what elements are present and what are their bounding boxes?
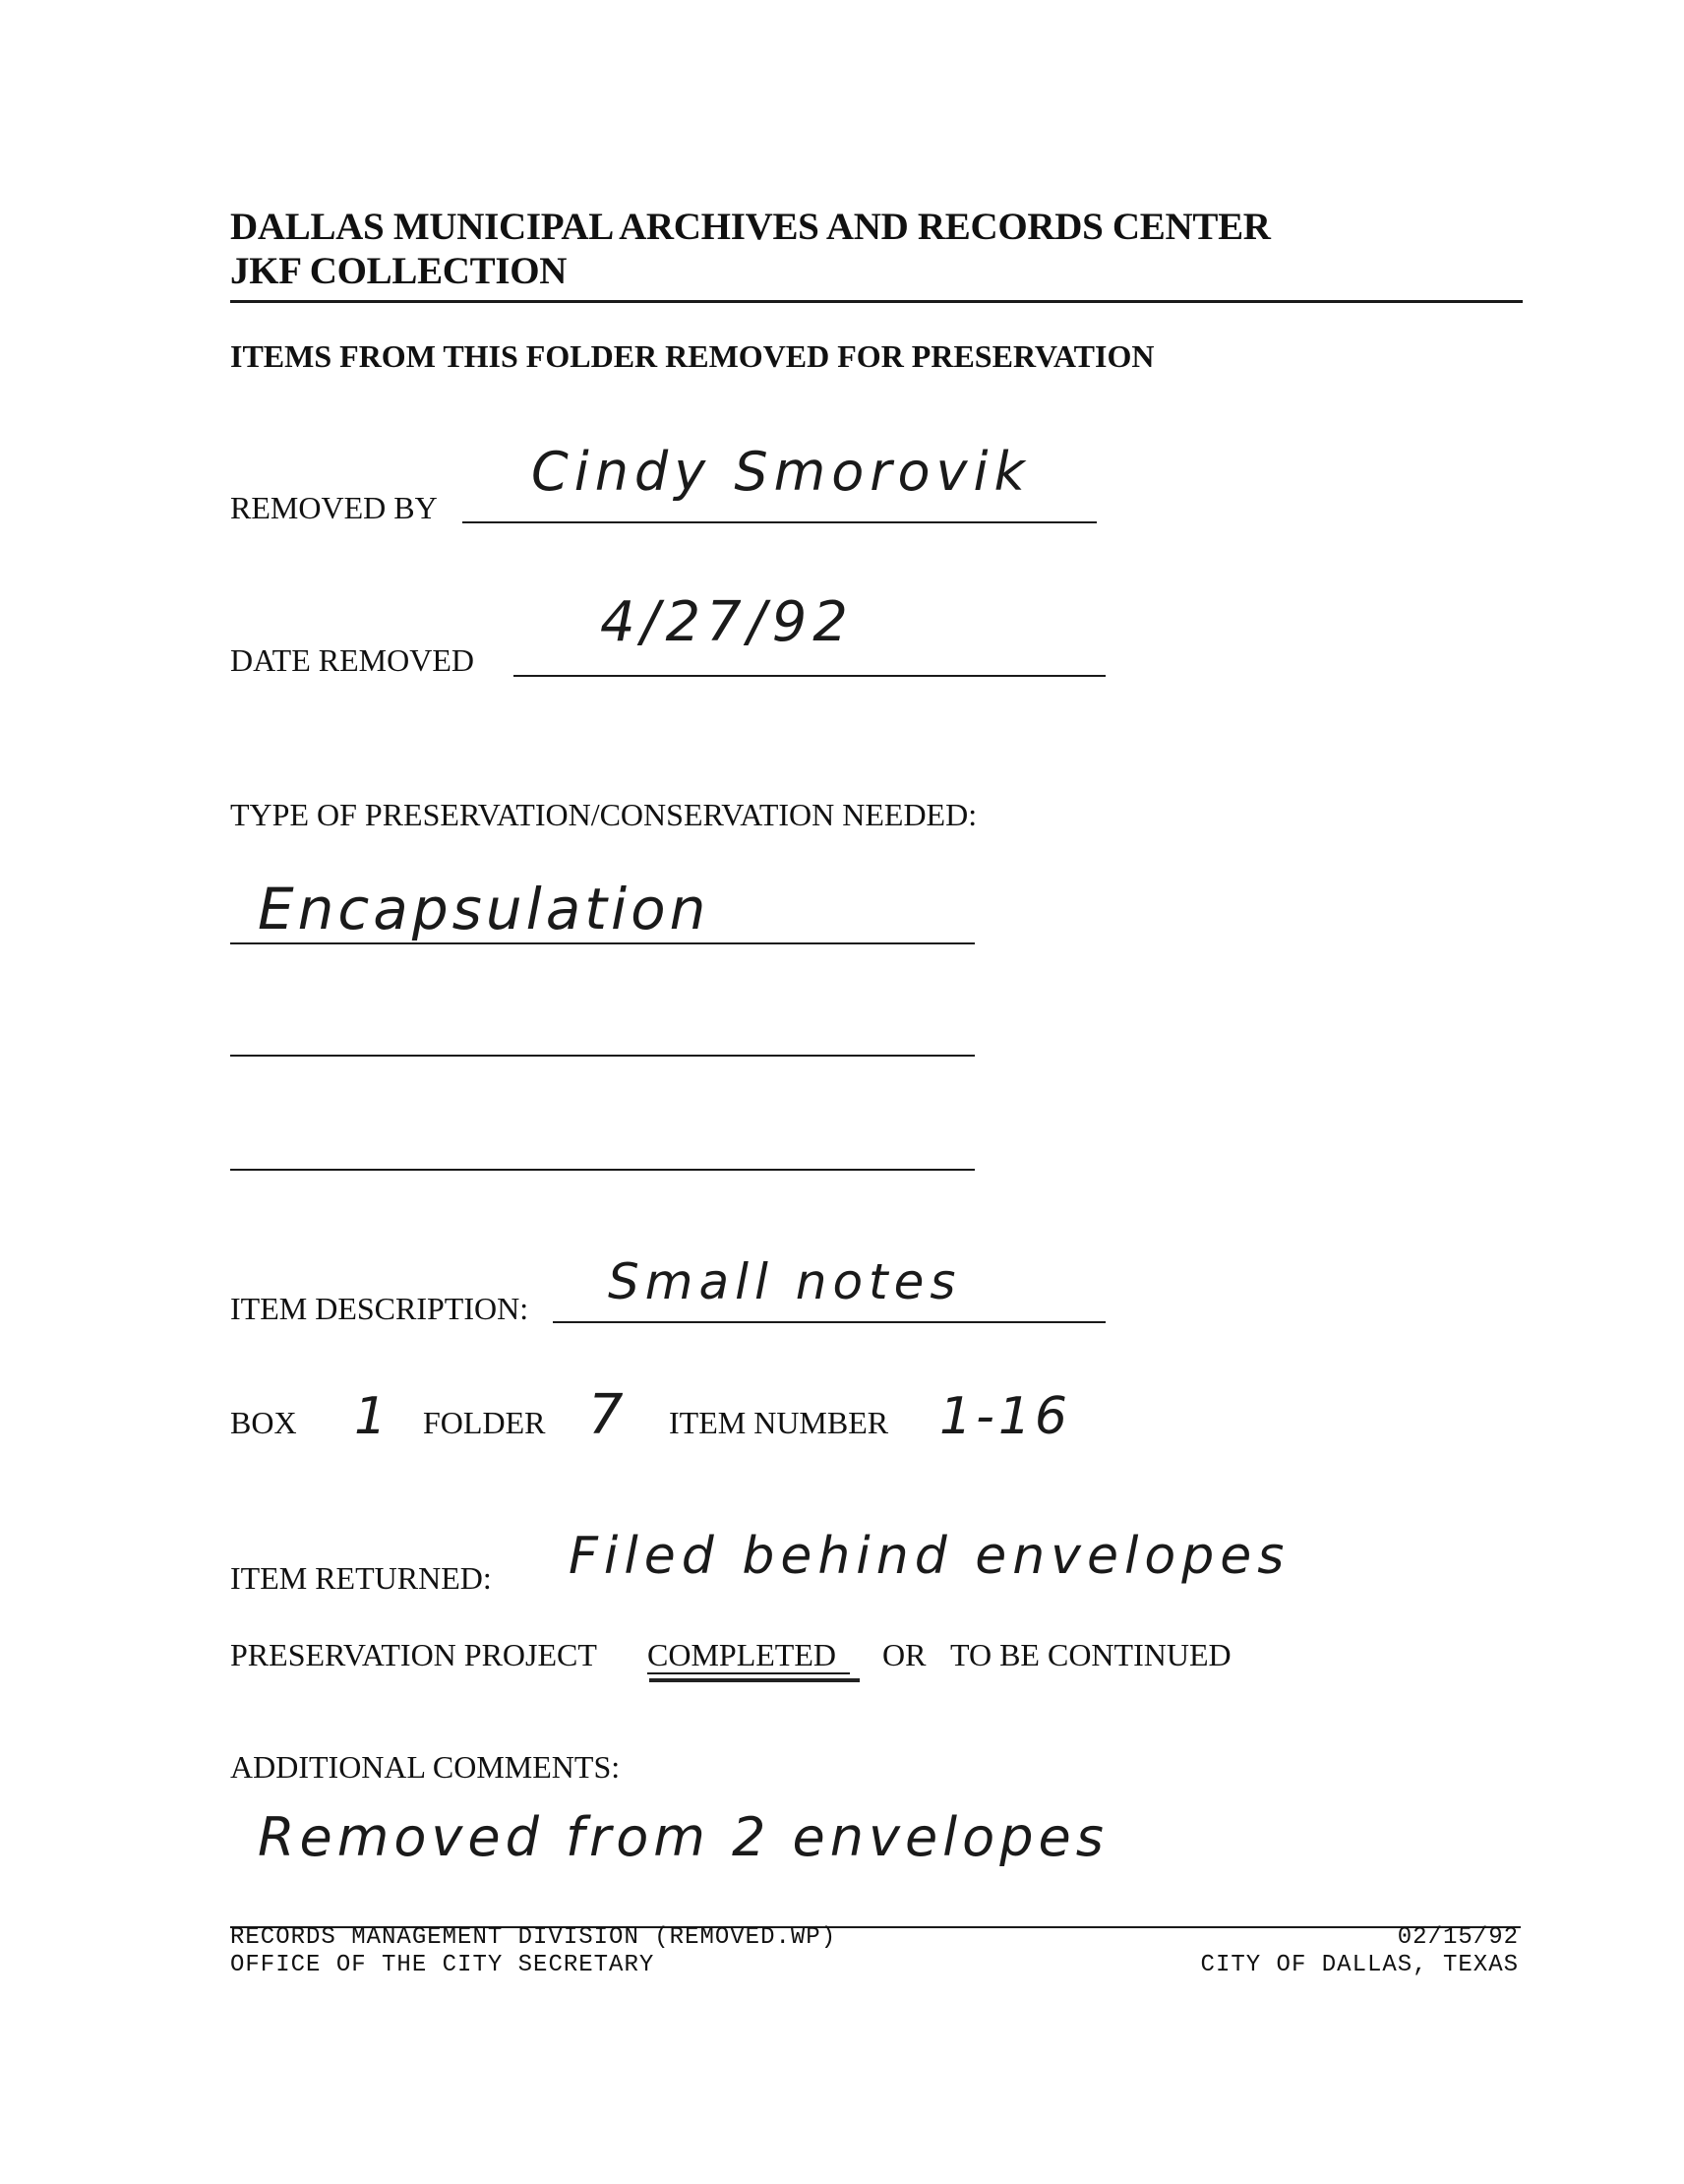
archive-title: DALLAS MUNICIPAL ARCHIVES AND RECORDS CENTER [230,206,1271,248]
footer-division: RECORDS MANAGEMENT DIVISION (REMOVED.WP) [230,1924,837,1951]
item-description-value[interactable]: Small notes [608,1253,962,1310]
completed-underline [647,1672,850,1674]
folder-label: FOLDER [423,1405,546,1440]
preservation-type-line-3 [230,1169,975,1171]
item-returned-value[interactable]: Filed behind envelopes [569,1527,1291,1586]
removed-by-line [462,521,1097,523]
footer-office: OFFICE OF THE CITY SECRETARY [230,1952,655,1978]
item-number-label: ITEM NUMBER [669,1405,889,1440]
form-subtitle: ITEMS FROM THIS FOLDER REMOVED FOR PRESERVATION [230,338,1155,374]
date-removed-value[interactable]: 4/27/92 [600,590,854,654]
item-description-label: ITEM DESCRIPTION: [230,1291,529,1326]
header-divider [230,300,1523,303]
item-description-line [553,1321,1106,1323]
date-removed-line [513,675,1106,677]
item-returned-label: ITEM RETURNED: [230,1560,492,1596]
footer-city: CITY OF DALLAS, TEXAS [1200,1952,1519,1978]
item-number-value[interactable]: 1-16 [939,1387,1072,1446]
removed-by-label: REMOVED BY [230,490,438,525]
or-text: OR [882,1637,927,1672]
completed-handwritten-mark [649,1678,860,1682]
additional-comments-label: ADDITIONAL COMMENTS: [230,1749,621,1785]
box-value[interactable]: 1 [354,1387,388,1446]
collection-title: JKF COLLECTION [230,250,568,292]
preservation-type-value[interactable]: Encapsulation [258,876,710,942]
removed-by-value[interactable]: Cindy Smorovik [531,441,1031,503]
additional-comments-value[interactable]: Removed from 2 envelopes [258,1806,1109,1868]
to-be-continued-option[interactable]: TO BE CONTINUED [950,1637,1232,1672]
preservation-type-line-2 [230,1055,975,1057]
preservation-type-label: TYPE OF PRESERVATION/CONSERVATION NEEDED: [230,797,978,832]
folder-value[interactable]: 7 [588,1383,624,1447]
footer-date: 02/15/92 [1397,1924,1519,1951]
date-removed-label: DATE REMOVED [230,642,474,678]
preservation-project-label: PRESERVATION PROJECT [230,1637,597,1672]
box-label: BOX [230,1405,297,1440]
preservation-type-line-1 [230,942,975,944]
completed-option[interactable]: COMPLETED [647,1637,836,1672]
